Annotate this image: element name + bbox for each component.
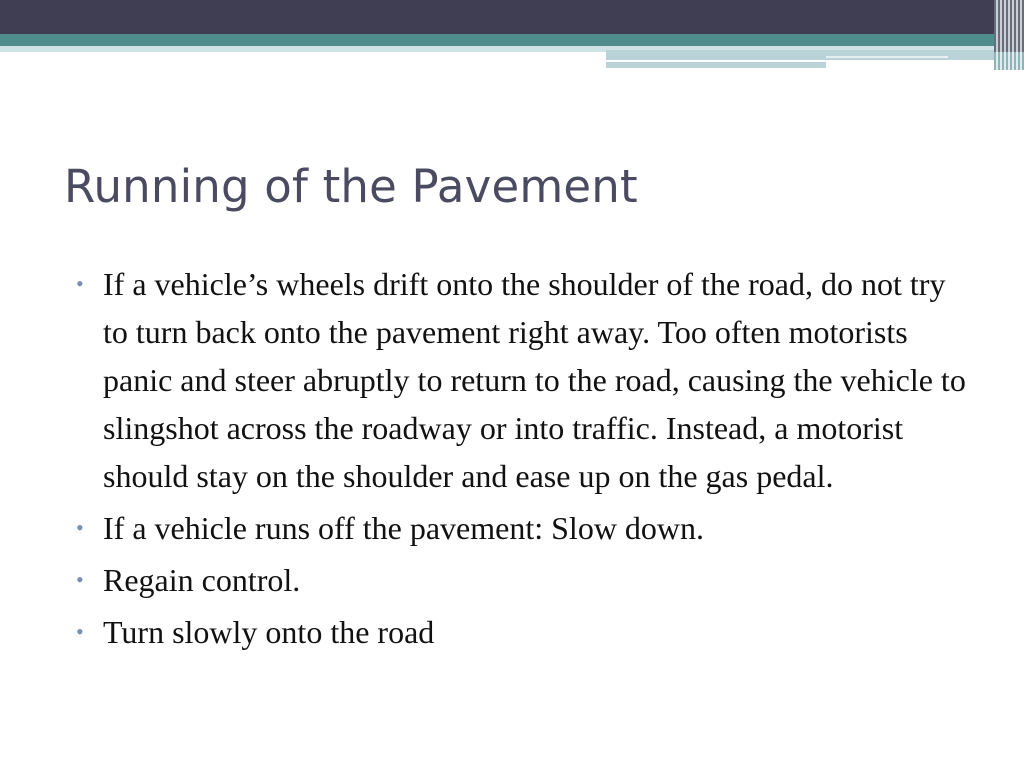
- header-accent-bar-lower: [606, 62, 826, 68]
- header-accent-bar: [606, 50, 1000, 60]
- bullet-item: [76, 608, 966, 656]
- bullet-text: If a vehicle runs off the pavement: Slow down.: [103, 510, 705, 546]
- bullet-item: [76, 260, 966, 500]
- bullet-text: If a vehicle’s wheels drift onto the shoulder of the road, do not try to turn back onto the pavement right away. Too often motorists panic and steer abruptly to return to the road, causing the vehicle to slingshot across the roadway or into traffic. Instead, a motorist should stay on the shoulder and ease up on the gas pedal.: [103, 266, 966, 494]
- bullet-list: [76, 260, 966, 660]
- header-teal-band: [0, 34, 1024, 46]
- bullet-dot-icon: •: [76, 619, 84, 644]
- bullet-text: Regain control.: [103, 562, 301, 598]
- slide-title: Running of the Pavement: [64, 160, 638, 213]
- bullet-item: [76, 556, 966, 604]
- header-dark-band: [0, 0, 1024, 34]
- bullet-dot-icon: •: [76, 567, 84, 592]
- header-stripes-lower: [994, 52, 1024, 70]
- header-accent-line: [826, 56, 948, 58]
- bullet-item: [76, 504, 966, 552]
- bullet-text: Turn slowly onto the road: [103, 614, 435, 650]
- bullet-dot-icon: •: [76, 515, 84, 540]
- bullet-dot-icon: •: [76, 271, 84, 296]
